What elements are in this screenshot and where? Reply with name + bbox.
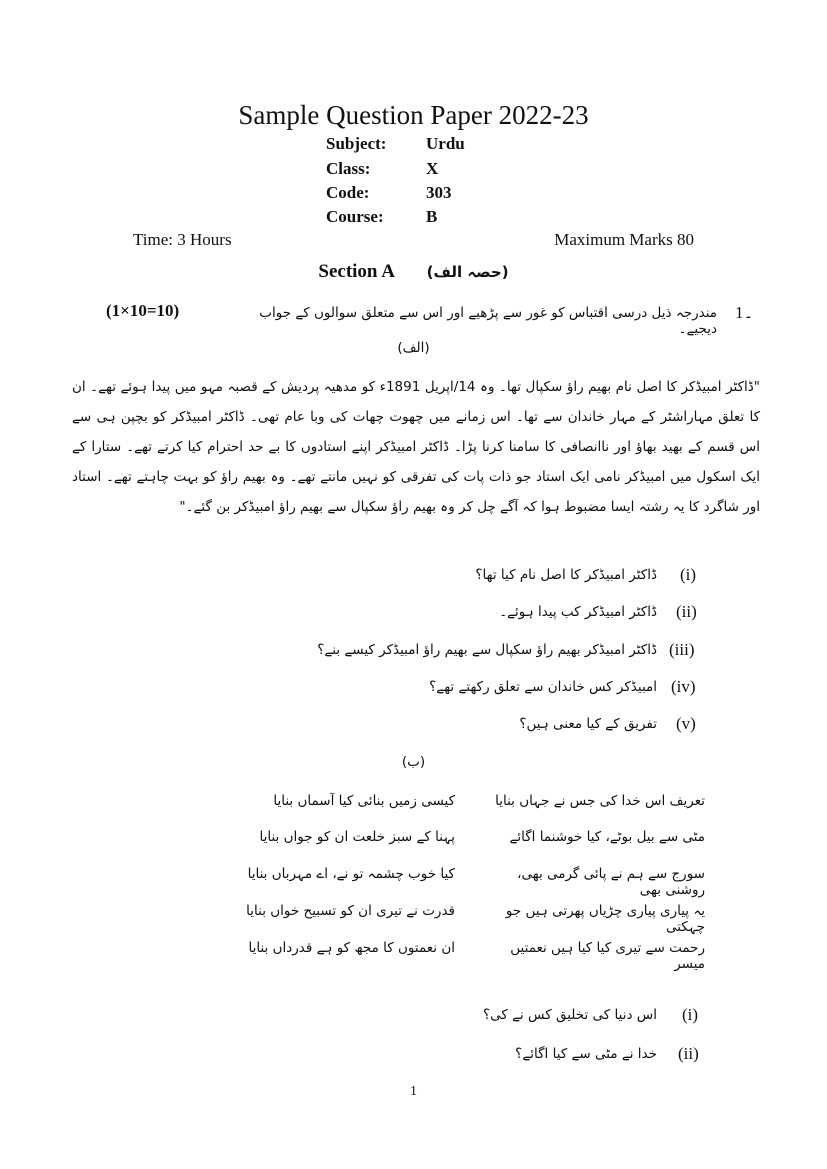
meta-key: Course: (326, 207, 384, 226)
subquestion-text: تفریق کے کیا معنی ہیں؟ (519, 716, 657, 732)
poem-verse-second: پہنا کے سبز خلعت ان کو جواں بنایا (259, 829, 455, 845)
poem-verse-second: ان نعمتوں کا مجھ کو ہے قدرداں بنایا (248, 940, 455, 956)
poem-verse-first: مٹی سے بیل بوٹے، کیا خوشنما اگائے (509, 829, 705, 845)
meta-value: 303 (426, 183, 452, 202)
subquestion-number: (i) (680, 565, 697, 584)
time-allowed: Time: 3 Hours (133, 230, 232, 249)
subquestion-number: (iii) (669, 640, 695, 659)
poem-verse-first: تعریف اس خدا کی جس نے جہاں بنایا (495, 793, 705, 809)
poem-verse-second: کیسی زمیں بنائی کیا آسماں بنایا (273, 793, 455, 809)
meta-value: Urdu (426, 134, 465, 153)
question-instruction: مندرجہ ذیل درسی اقتباس کو غور سے پڑھیے اور اس سے متعلق سوالوں کے جواب دیجیے۔ (259, 305, 717, 337)
part-b-label: (ب) (401, 754, 426, 770)
maximum-marks: Maximum Marks 80 (554, 230, 694, 249)
poem-verse-second: قدرت نے تیری ان کو تسبیح خواں بنایا (246, 903, 455, 919)
subquestion-number: (ii) (676, 602, 697, 621)
question-number: 1۔ (735, 303, 754, 322)
question-marks: (1×10=10) (106, 301, 180, 320)
poem-verse-second: کیا خوب چشمہ تو نے، اے مہرباں بنایا (247, 866, 455, 882)
meta-key: Code: (326, 183, 370, 202)
part-a-label: (الف) (397, 340, 430, 356)
subquestion-text: اس دنیا کی تخلیق کس نے کی؟ (482, 1007, 657, 1023)
section-heading (0, 261, 827, 283)
section-label: Section A (318, 261, 394, 282)
subquestion-text: ڈاکٹر امبیڈکر بھیم راؤ سکپال سے بھیم راؤ امبیڈکر کیسے بنے؟ (317, 642, 657, 658)
subquestion-text: خدا نے مٹی سے کیا اگائے؟ (515, 1046, 657, 1062)
poem-verse-first: یہ پیاری پیاری چڑیاں پھرتی ہیں جو چہکتی (505, 903, 705, 935)
subquestion-text: ڈاکٹر امبیڈکر کب پیدا ہوئے۔ (499, 604, 657, 620)
subquestion-number: (ii) (678, 1044, 699, 1063)
subquestion-number: (v) (676, 714, 696, 733)
page-number: 1 (410, 1084, 417, 1099)
subquestion-text: ڈاکٹر امبیڈکر کا اصل نام کیا تھا؟ (475, 567, 657, 583)
subquestion-text: امبیڈکر کس خاندان سے تعلق رکھتے تھے؟ (429, 679, 657, 695)
meta-value: B (426, 207, 438, 226)
meta-key: Subject: (326, 134, 387, 153)
reading-passage: "ڈاکٹر امبیڈکر کا اصل نام بھیم راؤ سکپال تھا۔ وہ 14/اپریل 1891ء کو مدھیہ پردیش کے قصبہ مہو میں پیدا ہوئے تھے۔ ان کا تعلق مہاراشٹر کے مہار خاندان سے تھا۔ اس زمانے میں چھوت چھات کی وبا عام تھی۔ ڈاکٹر امبیڈکر کو بچپن ہی سے اس قسم کے بھید بھاؤ اور ناانصافی کا سامنا کرنا پڑا۔ ڈاکٹر امبیڈکر اپنے استادوں کا بے حد احترام کیا کرتے تھے۔ ستارا کے ایک اسکول میں امبیڈکر نامی ایک استاد جو ذات پات کی تفرقی کو نہیں مانتے تھے۔ وہ بھیم راؤ کو بہت چاہتے تھے۔ استاد اور شاگرد کا یہ رشتہ ایسا مضبوط ہوا کہ آگے چل کر وہ بھیم راؤ سکپال سے بھیم راؤ امبیڈکر بن گئے۔" (72, 379, 760, 515)
paper-title: Sample Question Paper 2022-23 (238, 100, 589, 130)
subquestion-number: (i) (682, 1005, 699, 1024)
poem-verse-first: سورج سے ہم نے پائی گرمی بھی، روشنی بھی (517, 866, 705, 898)
subquestion-number: (iv) (671, 677, 696, 696)
poem-verse-first: رحمت سے تیری کیا کیا ہیں نعمتیں میسر (510, 940, 705, 972)
meta-key: Class: (326, 159, 371, 178)
meta-value: X (426, 159, 439, 178)
section-urdu-label: (حصہ الف) (426, 263, 509, 281)
